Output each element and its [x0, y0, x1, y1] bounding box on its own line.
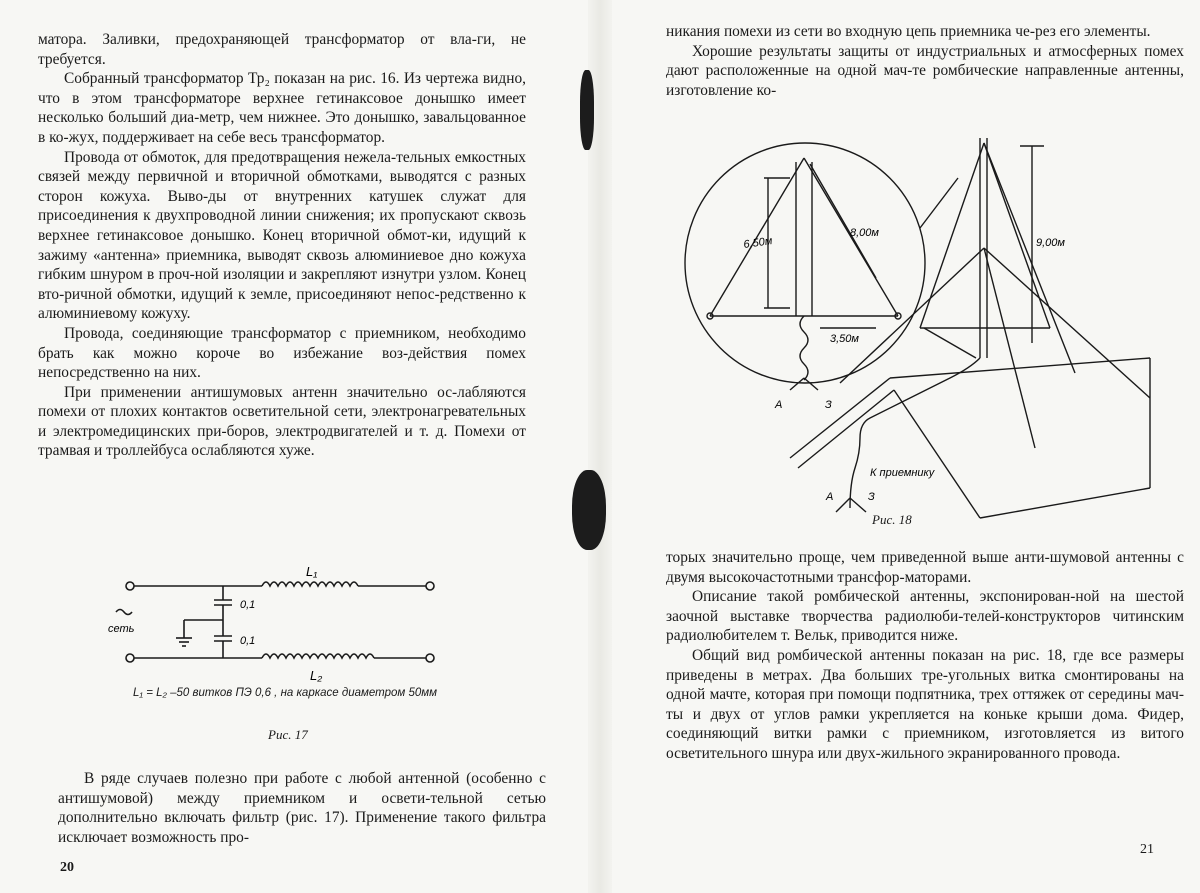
dimension-800: 8,00м: [850, 227, 879, 239]
figure-17-formula: L₁ = L₂ –50 витков ПЭ 0,6 , на каркасе диаметром 50мм: [133, 687, 438, 699]
right-page: [610, 0, 1200, 893]
figure-17-caption: Рис. 17: [268, 727, 308, 742]
left-page: [0, 0, 590, 893]
figure-17-filter-schematic: [100, 556, 470, 686]
paragraph: Хорошие результаты защиты от индустриальных и атмосферных помех дают расположенные на одной мач-те ромбические направленные антенны, изготовление ко-: [666, 42, 1184, 99]
paragraph: В ряде случаев полезно при работе с любой антенной (особенно с антишумовой) между приемником и освети-тельной сетью дополнительно включать фильтр (рис. 17). Применение такого фильтра исключает возможность про-: [58, 770, 546, 846]
figure-18-caption: Рис. 18: [872, 512, 912, 527]
figure-18-rhombic-antenna: [680, 128, 1160, 538]
paragraph: При применении антишумовых антенн значительно ос-лабляются помехи от плохих контактов осветительной сети, электронагревательных и электромедицинских при-боров, электродвигателей и т. д. Помехи от трамвая и троллейбуса ослабляются хуже.: [38, 383, 526, 460]
page-number: 20: [60, 860, 74, 875]
terminal-a: А: [826, 491, 834, 503]
right-text-bottom: [666, 548, 1184, 764]
terminal-a-inner: А: [775, 399, 783, 411]
terminal-z: З: [868, 491, 875, 503]
mains-label: сеть: [108, 623, 135, 635]
ink-blot: [572, 470, 606, 550]
l1-label: L₁: [306, 564, 318, 579]
paragraph: Провода, соединяющие трансформатор с приемником, необходимо брать как можно короче во избежание воз-действия помех непосредственно на них.: [38, 324, 526, 382]
capacitor-bottom-label: 0,1: [240, 635, 256, 647]
dimension-350: 3,50м: [830, 333, 859, 345]
terminal-z-inner: З: [825, 399, 832, 411]
ink-blot: [580, 70, 594, 150]
dimension-650: 6,50м: [742, 235, 774, 251]
paragraph: Описание такой ромбической антенны, экспонирован-ной на шестой заочной выставке творчества радиолюби-телей-конструкторов читинским радиолюбителем т. Вельк, приводится ниже.: [666, 588, 1184, 645]
left-text-bottom: [58, 769, 546, 847]
left-text-top: [38, 30, 526, 461]
paragraph: торых значительно проще, чем приведенной выше анти-шумовой антенны с двумя высокочастотными трансфор-маторами.: [666, 549, 1184, 586]
dimension-900: 9,00м: [1036, 237, 1065, 249]
paragraph: Собранный трансформатор Тр₂ показан на рис. 16. Из чертежа видно, что в этом трансформаторе верхнее гетинаксовое донышко имеет несколько больший диа-метр, чем нижнее. Это донышко, завальцованное в ко-жух, поддерживает на себе весь трансформатор.: [38, 70, 526, 146]
capacitor-top-label: 0,1: [240, 599, 256, 611]
l2-label: L₂: [310, 668, 323, 683]
paragraph: Провода от обмоток, для предотвращения нежела-тельных емкостных связей между первичной и вторичной обмотками, выводятся с разных сторон кожуха. Выво-ды от внутренних катушек служат для присоединения к двухпроводной линии снижения; их пропускают сквозь верхнее гетинаксовое донышко. Конец вторичной обмот-ки, идущий к зажиму «антенна» приемника, выводят сквозь алюминиевое дно кожуха гибким шнуром в проч-ной изоляции и закрепляют изнутри узлом. Конец вто-ричной обмотки, идущий к земле, присоединяют непос-редственно к алюминиевому кожуху.: [38, 148, 526, 323]
right-text-top: [666, 22, 1184, 100]
paragraph: матора. Заливки, предохраняющей трансформатор от вла-ги, не требуется.: [38, 31, 526, 68]
paragraph: Общий вид ромбической антенны показан на рис. 18, где все размеры приведены в метрах. Два больших тре-угольных витка смонтированы на одной мачте, которая при помощи подпятника, трех оттяжек от середины мач-ты и двух от углов рамки укрепляется на коньке крыши дома. Фидер, соединяющий витки рамки с приемником, изготовляется из витого осветительного шнура или двух-жильного экранированного провода.: [666, 646, 1184, 762]
page-number: 21: [1140, 842, 1154, 857]
paragraph: никания помехи из сети во входную цепь приемника че-рез его элементы.: [666, 23, 1151, 40]
receiver-label: К приемнику: [870, 467, 935, 479]
